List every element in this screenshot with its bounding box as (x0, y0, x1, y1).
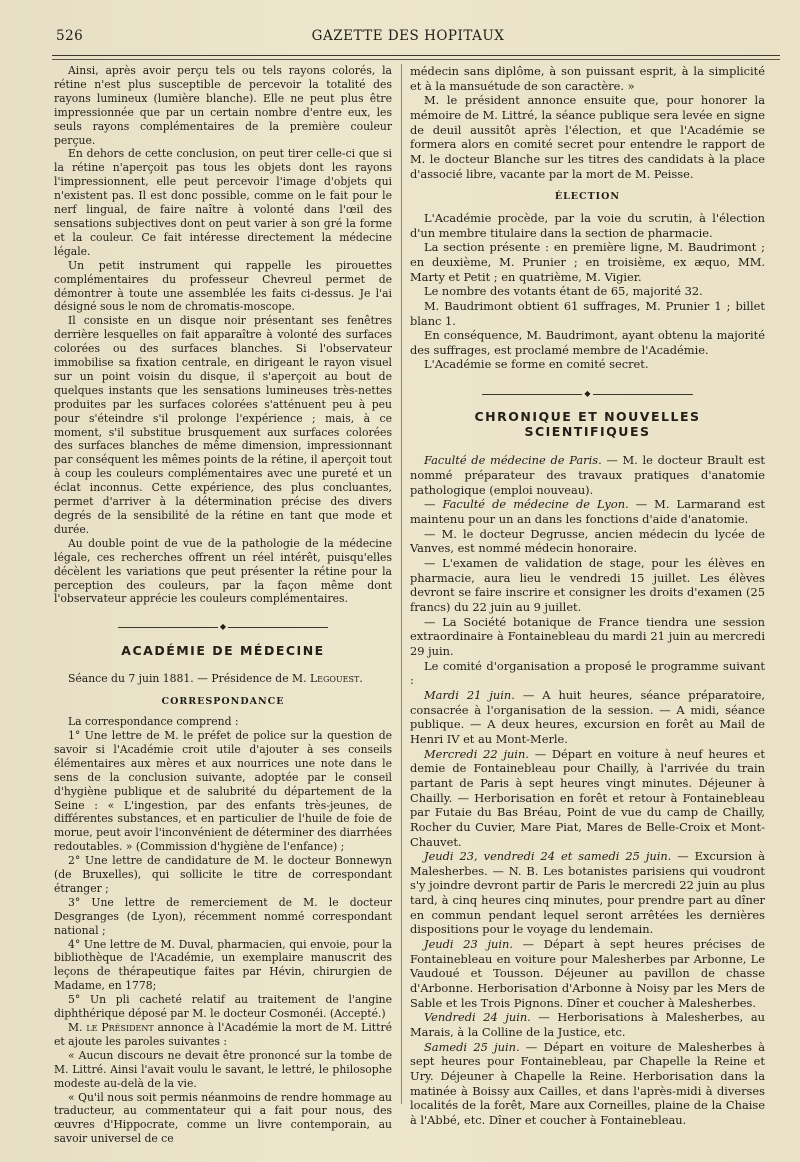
seance-text: Séance du 7 juin 1881. — Présidence de M. (68, 672, 310, 686)
paragraph: 1° Une lettre de M. le préfet de police sur la question de savoir si l'Académie croit utile d'ajouter à ses conseils élémentaires aux mères et aux nourrices une note dans le sens de la conclusion suivante, adoptée par le conseil d'hygiène publique et de salubrité du département de la Seine : « L'ingestion, par des enfants très-jeunes, de différentes substances, et en particulier de l'huile de foie de morue, peut avoir l'inconvénient de déterminer des diarrhées redoutables. » (Commission d'hygiène de l'enfance) ; (54, 728, 392, 854)
news-item (410, 1040, 765, 1128)
paragraph: M. Baudrimont obtient 61 suffrages, M. Prunier 1 ; billet blanc 1. (410, 298, 765, 328)
news-lead: Faculté de médecine de Paris. (424, 453, 602, 468)
paragraph: Un petit instrument qui rappelle les pirouettes complémentaires du professeur Chevreul permet de démontrer à toute une assemblée les faits ci-dessus. Je l'ai désigné sous le nom de chromatis-moscope. (54, 258, 392, 314)
news-lead: Jeudi 23, vendredi 24 et samedi 25 juin. (424, 849, 672, 864)
chronique-list (410, 453, 765, 1127)
news-item (410, 1010, 765, 1039)
news-text: — Excursion à Malesherbes. — N. B. Les botanistes parisiens qui voudront s'y joindre devront partir de Paris le mercredi 22 juin au plus tard, à cinq heures cinq minutes, pour prendre part au dîner en commun pendant lequel seront arrêtées les dernières dispositions pour le voyage du lendemain. (410, 849, 765, 937)
news-item (410, 937, 765, 1010)
news-text: Le comité d'organisation a proposé le programme suivant : (410, 658, 765, 688)
paragraph: Au double point de vue de la pathologie de la médecine légale, ces recherches offrent un réel intérêt, puisqu'elles décèlent les variations que peut présenter la rétine pour la perception des couleurs, par la façon même dont l'observateur apprécie les couleurs complémentaires. (54, 536, 392, 606)
news-item (410, 747, 765, 850)
news-text: — L'examen de validation de stage, pour les élèves en pharmacie, aura lieu le vendredi 15 juillet. Les élèves devront se faire inscrire et consigner les droits d'examen (25 francs) du 22 juin au 9 juillet. (410, 556, 765, 614)
header-rule-thin (52, 59, 780, 60)
page-number: 526 (56, 28, 84, 44)
paragraph: Ainsi, après avoir perçu tels ou tels rayons colorés, la rétine n'est plus susceptible de percevoir la totalité des rayons lumineux (lumière blanche). Elle ne peut plus être impressionnée que par un certain nombre d'entre eux, les seuls rayons complémentaires de la première couleur perçue. (54, 64, 392, 147)
paragraph: Le nombre des votants étant de 65, majorité 32. (424, 284, 703, 299)
news-item (410, 688, 765, 747)
page-header (48, 28, 768, 48)
news-text: — A huit heures, séance préparatoire, consacrée à l'organisation de la session. — A midi, séance publique. — A deux heures, excursion en forêt au Mail de Henri IV et au Mont-Merle. (410, 687, 765, 746)
news-item (410, 453, 765, 497)
president-name: Legouest (309, 672, 360, 686)
news-text: — M. le docteur Brault est nommé préparateur des travaux pratiques d'anatomie pathologique (emploi nouveau). (410, 453, 765, 497)
news-item (410, 615, 765, 659)
president-label: M. le Président (68, 1021, 154, 1034)
paragraph (54, 1021, 392, 1049)
news-lead: Vendredi 24 juin. (424, 1010, 531, 1025)
paragraph: En dehors de cette conclusion, on peut tirer celle-ci que si la rétine n'aperçoit pas tous les objets dont les rayons l'impressionnent, elle peut percevoir l'image d'objets qui n'existent pas. Il est donc possible, comme on le fait pour le nerf lingual, de faire naître à volonté dans l'œil des sensations subjectives dont on peut varier à son gré la forme et la couleur. Ce fait intéresse directement la médecine légale. (54, 147, 392, 258)
news-text: — M. le docteur Degrusse, ancien médecin du lycée de Vanves, est nommé médecin honoraire. (410, 526, 765, 556)
paragraph: 4° Une lettre de M. Duval, pharmacien, qui envoie, pour la bibliothèque de l'Académie, un exemplaire manuscrit des leçons de thérapeutique faites par Hévin, chirurgien de Madame, en 1778; (54, 937, 392, 993)
header-rule (52, 55, 780, 56)
paragraph: M. le président annonce ensuite que, pour honorer la mémoire de M. Littré, la séance publique sera levée en signe de deuil aussitôt après l'élection, et que l'Académie se formera alors en comité secret pour entendre le rapport de M. le docteur Blanche sur les titres des candidats à la place d'associé libre, vacante par la mort de M. Peisse. (410, 93, 765, 181)
correspondance-heading: CORRESPONDANCE (161, 696, 285, 708)
news-lead: Faculté de médecine de Lyon. (442, 497, 629, 512)
news-item (410, 659, 765, 688)
paragraph: médecin sans diplôme, à son puissant esprit, à la simplicité et à la mansuétude de son caractère. » (410, 64, 765, 93)
news-text: — Départ en voiture de Malesherbes à sept heures pour Fontainebleau, par Chapelle la Reine et Ury. Déjeuner à Chapelle la Reine. Herborisation dans la matinée à Boissy aux Cailles, et dans l'après-midi à diverses localités de la forêt, Mare aux Corneilles, plaine de la Chaise à l'Abbé, etc. Dîner et coucher à Fontainebleau. (410, 1039, 765, 1127)
paragraph: « Qu'il nous soit permis néanmoins de rendre hommage au traducteur, au commentateur qui a fait pour nous, des œuvres d'Hippocrate, comme un livre contemporain, au savoir universel de ce (54, 1090, 392, 1146)
seance-suffix: . (359, 672, 363, 686)
seance-line (54, 672, 392, 686)
academie-heading: ACADÉMIE DE MÉDECINE (121, 643, 325, 659)
right-column (410, 64, 765, 1128)
news-lead: Samedi 25 juin. (424, 1039, 520, 1054)
column-divider (401, 64, 402, 1104)
paragraph: La section présente : en première ligne, M. Baudrimont ; en deuxième, M. Prunier ; en troisième, ex æquo, MM. Marty et Petit ; en quatrième, M. Vigier. (410, 240, 765, 284)
paragraph: L'Académie procède, par la voie du scrutin, à l'élection d'un membre titulaire dans la section de pharmacie. (410, 210, 765, 240)
paragraph: La correspondance comprend : (68, 715, 239, 729)
news-item (410, 556, 765, 615)
paragraph: Il consiste en un disque noir présentant ses fenêtres derrière lesquelles on fait apparaître à volonté des surfaces colorées ou des surfaces blanches. Si l'observateur immobilise sa fixation centrale, en dirigeant le rayon visuel sur un point voisin du disque, il s'aperçoit au bout de quelques instants que les sensations lumineuses très-nettes produites par les surfaces colorées s'atténuent peu à peu pour s'éteindre s'il prolonge l'expérience ; mais, à ce moment, s'il substitue brusquement aux surfaces colorées des surfaces blanches de même dimension, impressionnant par conséquent les mêmes points de la rétine, il aperçoit tout à coup les couleurs complémentaires avec une pureté et un éclat inconnus. Cette expérience, des plus concluantes, permet d'arriver à la détermination précise des divers degrés de la sensibilité de la rétine en tant que mode et durée. (54, 314, 392, 536)
paragraph: 3° Une lettre de remerciement de M. le docteur Desgranges (de Lyon), récemment nommé correspondant national ; (54, 895, 392, 937)
news-item (410, 497, 765, 526)
paragraph: 2° Une lettre de candidature de M. le docteur Bonnewyn (de Bruxelles), qui sollicite le titre de correspondant étranger ; (54, 854, 392, 895)
news-text: — Départ à sept heures précises de Fontainebleau en voiture pour Malesherbes par Arbonne, Le Vaudoué et Tousson. Déjeuner au pavillon de chasse d'Arbonne. Herborisation d'Arbonne à Noisy par les Mers de Sable et les Trois Pignons. Dîner et coucher à Malesherbes. (410, 937, 765, 1010)
section-ornament: ◆ (54, 620, 392, 628)
news-text: — (424, 497, 443, 512)
news-item (410, 849, 765, 937)
paragraph: En conséquence, M. Baudrimont, ayant obtenu la majorité des suffrages, est proclamé membre de l'Académie. (410, 328, 765, 357)
section-ornament: ◆ (410, 386, 765, 394)
news-text: — Départ en voiture à neuf heures et demie de Fontainebleau pour Chailly, à l'arrivée du train partant de Paris à sept heures vingt minutes. Déjeuner à Chailly. — Herborisation en forêt et retour à Fontainebleau par Futaie du Bas Bréau, Point de vue du camp de Chailly, Rocher du Cuvier, Mare Piat, Mares de Belle-Croix et Mont-Chauvet. (410, 746, 765, 849)
news-lead: Jeudi 23 juin. (424, 937, 513, 952)
news-item (410, 527, 765, 556)
news-lead: Mardi 21 juin. (424, 687, 515, 702)
left-column (54, 64, 392, 1146)
election-heading: ÉLECTION (554, 191, 621, 203)
news-text: — M. Larmarand est maintenu pour un an dans les fonctions d'aide d'anatomie. (410, 497, 765, 527)
journal-title: GAZETTE DES HOPITAUX (311, 28, 505, 44)
president-text: annonce à l'Académie la mort de M. Littré et ajoute les paroles suivantes : (54, 1021, 392, 1048)
chronique-heading: CHRONIQUE ET NOUVELLES SCIENTIFIQUES (474, 409, 701, 439)
news-text: — La Société botanique de France tiendra une session extraordinaire à Fontainebleau du mardi 21 juin au mercredi 29 juin. (410, 614, 765, 658)
news-lead: Mercredi 22 juin. (424, 746, 529, 761)
paragraph: L'Académie se forme en comité secret. (424, 357, 649, 372)
news-text: — Herborisations à Malesherbes, au Marais, à la Colline de la Justice, etc. (410, 1010, 766, 1040)
paragraph: « Aucun discours ne devait être prononcé sur la tombe de M. Littré. Ainsi l'avait voulu le savant, le lettré, le philosophe modeste au-delà de la vie. (54, 1048, 392, 1090)
paragraph: 5° Un pli cacheté relatif au traitement de l'angine diphthérique déposé par M. le docteur Cosmonéi. (Accepté.) (54, 993, 392, 1021)
